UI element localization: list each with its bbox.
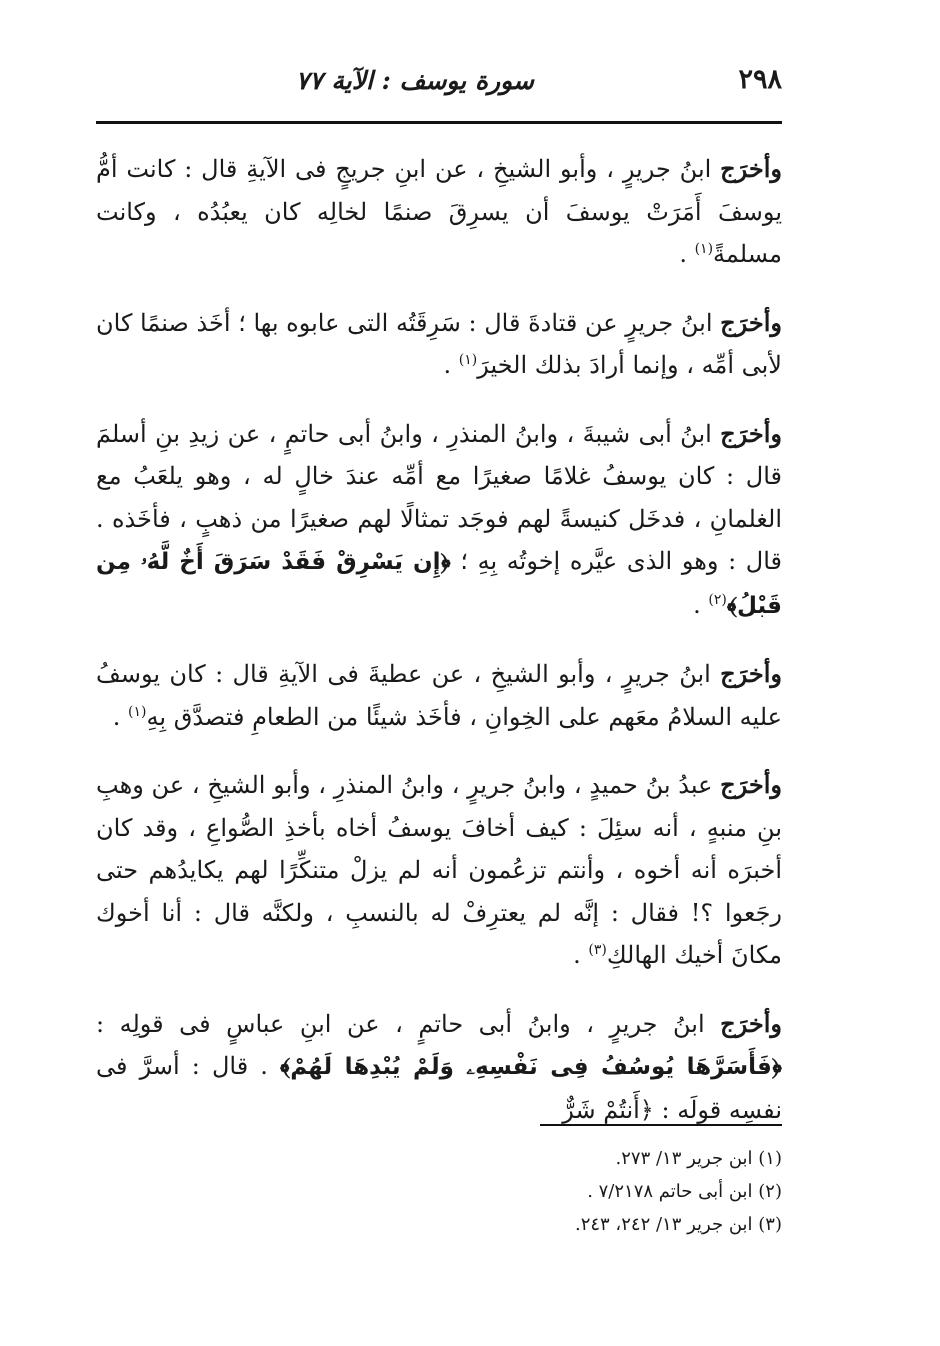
footnote-ref: (١) [128,703,147,720]
paragraph-lead: وأخرَج [720,418,782,448]
quran-quote: ﴿فَأَسَرَّهَا يُوسُفُ فِى نَفْسِهِۦ وَلَمْ يُبْدِهَا لَهُمْ﴾ [280,1054,782,1080]
paragraph-text: ابنُ جريرٍ عن قتادةَ قال : سَرِقَتُه التى عابوه بها ؛ أخَذ صنمًا كان لأبى أمِّه ، وإنما أرادَ بذلك الخيرَ [96,308,782,379]
paragraph-1 [96,148,782,276]
paragraph-text: ابنُ أبى شيبةَ ، وابنُ المنذرِ ، وابنُ أبى حاتمٍ ، عن زيدِ بنِ أسلمَ قال : كان يوسفُ غلامًا صغيرًا مع أمِّه عندَ خالٍ له ، وهو يلعَبُ مع الغلمانِ ، فدخَل كنيسةً لهم فوجَد تمثالًا لهم صغيرًا من ذهبٍ ، فأخَذه . قال : وهو الذى عيَّره إخوتُه بِهِ ؛ [96,419,783,575]
paragraph-text: ابنُ جريرٍ ، وابنُ أبى حاتمٍ ، عن ابنِ عباسٍ فى قولِه : [96,1009,721,1038]
footnote-ref: (٣) [588,942,607,958]
paragraph-3 [96,413,782,628]
header-rule [96,121,782,124]
paragraph-end: . [693,590,709,619]
main-text [96,148,782,1157]
paragraph-lead: وأخرَج [720,770,782,799]
quran-quote: ﴿إِن يَسْرِقْ فَقَدْ سَرَقَ أَخٌ لَّهُۥ مِن قَبْلُ﴾ [96,549,782,619]
footnote-2: (٢) ابن أبى حاتم ٧/٢١٧٨ . [587,1181,782,1202]
paragraph-after: . قال : أسرَّ فى نفسِه قولَه : ﴿أَنتُمْ شَرٌّ [96,1052,782,1124]
paragraph-lead: وأخرَج [720,1008,782,1038]
paragraph-6 [96,1003,782,1132]
paragraph-lead: وأخرَج [720,307,782,337]
paragraph-text: عبدُ بنُ حميدٍ ، وابنُ جريرٍ ، وابنُ المنذرِ ، وأبو الشيخِ ، عن وهبِ بنِ منبهٍ ، أنه سئِلَ : كيف أخافَ يوسفُ أخاه بأخذِ الصُّواعِ ، وقد كان أخبرَه أنه أخوه ، وأنتم تزعُمون أنه لم يزلْ متنكِّرًا لهم يكايدُهم حتى رجَعوا ؟! فقال : إنَّه لم يعترِفْ له بالنسبِ ، ولكنَّه قال : أنا أخوك مكانَ أخيك الهالكِ [96,771,782,969]
footnote-3: (٣) ابن جرير ١٣/ ٢٤٢، ٢٤٣. [574,1214,782,1235]
paragraph-end: . [112,702,129,731]
footnote-ref: (١) [458,352,478,368]
paragraph-lead: وأخرَج [720,659,782,688]
paragraph-end: . [443,351,459,379]
footnotes [96,1142,782,1241]
paragraph-4 [96,653,782,738]
footnote-1: (١) ابن جرير ١٣/ ٢٧٣. [615,1148,782,1169]
paragraph-2 [96,302,782,387]
paragraph-end: . [679,240,695,268]
paragraph-end: . [573,941,589,969]
page-number: ٢٩٨ [738,64,782,95]
footnote-ref: (١) [694,241,714,257]
paragraph-5 [96,764,782,977]
paragraph-lead: وأخرَج [720,154,782,183]
running-title: سورة يوسف : الآية ٧٧ [295,66,534,95]
paragraph-text: ابنُ جريرٍ ، وأبو الشيخِ ، عن عطيةَ فى الآيةِ قال : كان يوسفُ عليه السلامُ معَهم على الخِوانِ ، فأخَذ شيئًا من الطعامِ فتصدَّق بِهِ [96,660,782,731]
paragraph-text: ابنُ جريرٍ ، وأبو الشيخِ ، عن ابنِ جريجٍ فى الآيةِ قال : كانت أمُّ يوسفَ أَمَرَتْ يوسفَ أن يسرِقَ صنمًا لخالِه كان يعبُدُه ، وكانت مسلمةً [96,155,782,268]
page-header [96,64,782,124]
footnote-rule [540,1124,782,1126]
footnote-ref: (٢) [708,591,727,608]
